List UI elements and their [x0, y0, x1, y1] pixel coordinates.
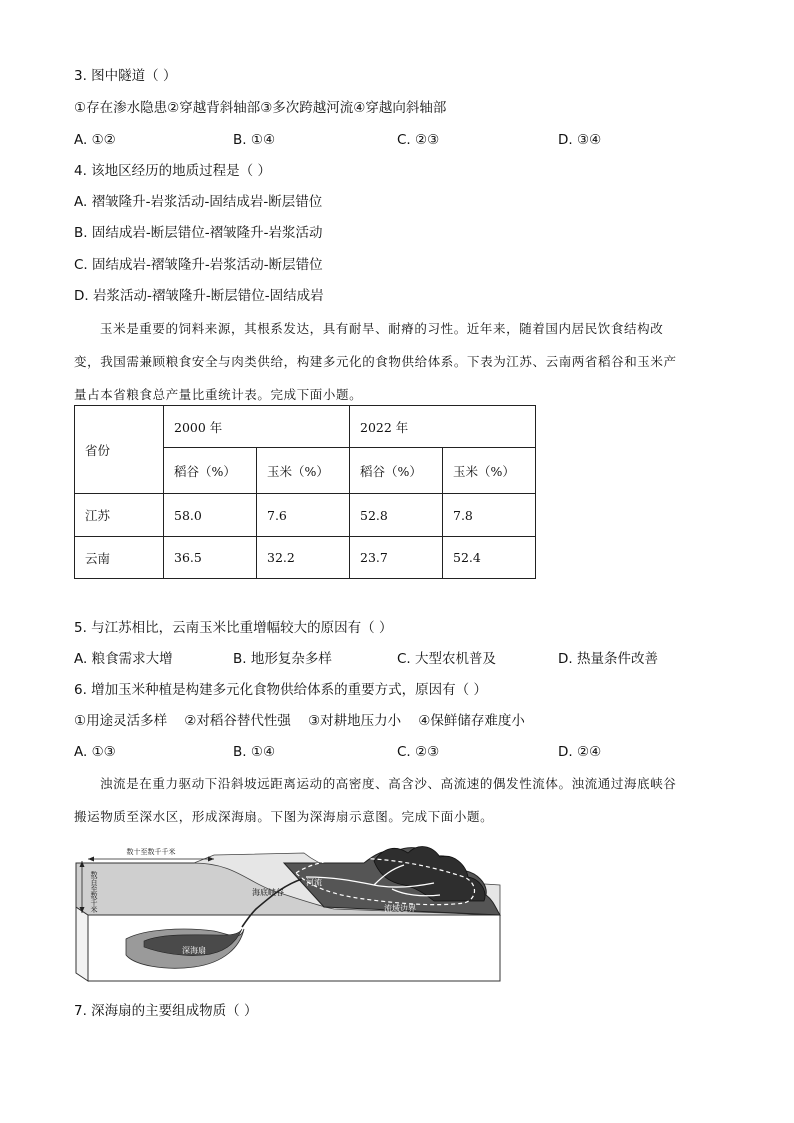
- passage-corn: [74, 312, 724, 411]
- q3-statements: ①存在渗水隐患②穿越背斜轴部③多次跨越河流④穿越向斜轴部: [74, 100, 447, 116]
- table-header-year-2022: 2022 年: [350, 406, 536, 448]
- arrowhead-icon: [88, 857, 94, 862]
- passage-corn-line2: 变，我国需兼顾粮食安全与肉类供给，构建多元化的食物供给体系。下表为江苏、云南两省稻谷和玉米产: [74, 354, 677, 369]
- q4-stem: 4. 该地区经历的地质过程是（ ）: [74, 163, 271, 179]
- table-cell: 52.4: [443, 537, 536, 579]
- q5-stem: 5. 与江苏相比，云南玉米比重增幅较大的原因有（ ）: [74, 620, 393, 636]
- table-header-year-2000: 2000 年: [164, 406, 350, 448]
- q6-stem: 6. 增加玉米种植是构建多元化食物供给体系的重要方式，原因有（ ）: [74, 682, 487, 698]
- q3-option-a: A. ①②: [74, 132, 116, 148]
- table-cell-province: 云南: [75, 537, 164, 579]
- table-cell: 23.7: [350, 537, 443, 579]
- q6-statements: ①用途灵活多样 ②对稻谷替代性强 ③对耕地压力小 ④保鲜储存难度小: [74, 713, 525, 729]
- q5-option-b: B. 地形复杂多样: [233, 651, 332, 667]
- passage-corn-line1: 玉米是重要的饲料来源，其根系发达，具有耐旱、耐瘠的习性。近年来，随着国内居民饮食结构改: [100, 321, 664, 336]
- depth-label: 数百至数千米: [90, 871, 98, 913]
- table-cell: 32.2: [257, 537, 350, 579]
- table-header-corn: 玉米（%）: [257, 448, 350, 494]
- table-row: [75, 537, 536, 579]
- grain-share-table: [74, 405, 536, 579]
- q3-option-c: C. ②③: [397, 132, 440, 148]
- table-header-rice: 稻谷（%）: [164, 448, 257, 494]
- q5-option-d: D. 热量条件改善: [558, 651, 658, 667]
- q6-option-b: B. ①④: [233, 744, 276, 760]
- table-header-corn: 玉米（%）: [443, 448, 536, 494]
- table-row: [75, 494, 536, 537]
- basin-label: 流域边界: [384, 904, 416, 913]
- passage-turbidity-line2: 搬运物质至深水区，形成深海扇。下图为深海扇示意图。完成下面小题。: [74, 809, 494, 824]
- deep-sea-fan-figure: [74, 843, 506, 985]
- q4-option-b: B. 固结成岩-断层错位-褶皱隆升-岩浆活动: [74, 225, 323, 241]
- q3-stem: 3. 图中隧道（ ）: [74, 68, 177, 84]
- q6-option-a: A. ①③: [74, 744, 116, 760]
- q4-option-c: C. 固结成岩-褶皱隆升-岩浆活动-断层错位: [74, 257, 323, 273]
- passage-turbidity-line1: 浊流是在重力驱动下沿斜坡远距离运动的高密度、高含沙、高流速的偶发性流体。浊流通过海底峡谷: [100, 776, 677, 791]
- q6-option-d: D. ②④: [558, 744, 602, 760]
- table-cell: 58.0: [164, 494, 257, 537]
- fan-label: 深海扇: [182, 946, 206, 955]
- q4-option-a: A. 褶皱隆升-岩浆活动-固结成岩-断层错位: [74, 194, 323, 210]
- q5-option-c: C. 大型农机普及: [397, 651, 497, 667]
- q4-option-d: D. 岩浆活动-褶皱隆升-断层错位-固结成岩: [74, 288, 324, 304]
- table-cell: 7.6: [257, 494, 350, 537]
- q3-option-d: D. ③④: [558, 132, 602, 148]
- table-header-province: 省份: [75, 406, 164, 494]
- table-header-rice: 稻谷（%）: [350, 448, 443, 494]
- width-label: 数十至数千千米: [126, 848, 176, 856]
- passage-turbidity: [74, 767, 724, 833]
- q7-stem: 7. 深海扇的主要组成物质（ ）: [74, 1003, 258, 1019]
- q6-option-c: C. ②③: [397, 744, 440, 760]
- river-label: 河流: [306, 878, 322, 887]
- q3-option-b: B. ①④: [233, 132, 276, 148]
- canyon-label: 海底峡谷: [252, 888, 284, 897]
- table-cell-province: 江苏: [75, 494, 164, 537]
- passage-corn-line3: 量占本省粮食总产量比重统计表。完成下面小题。: [74, 387, 363, 402]
- table-cell: 7.8: [443, 494, 536, 537]
- q5-option-a: A. 粮食需求大增: [74, 651, 173, 667]
- table-cell: 36.5: [164, 537, 257, 579]
- block-side-face: [76, 907, 88, 981]
- table-cell: 52.8: [350, 494, 443, 537]
